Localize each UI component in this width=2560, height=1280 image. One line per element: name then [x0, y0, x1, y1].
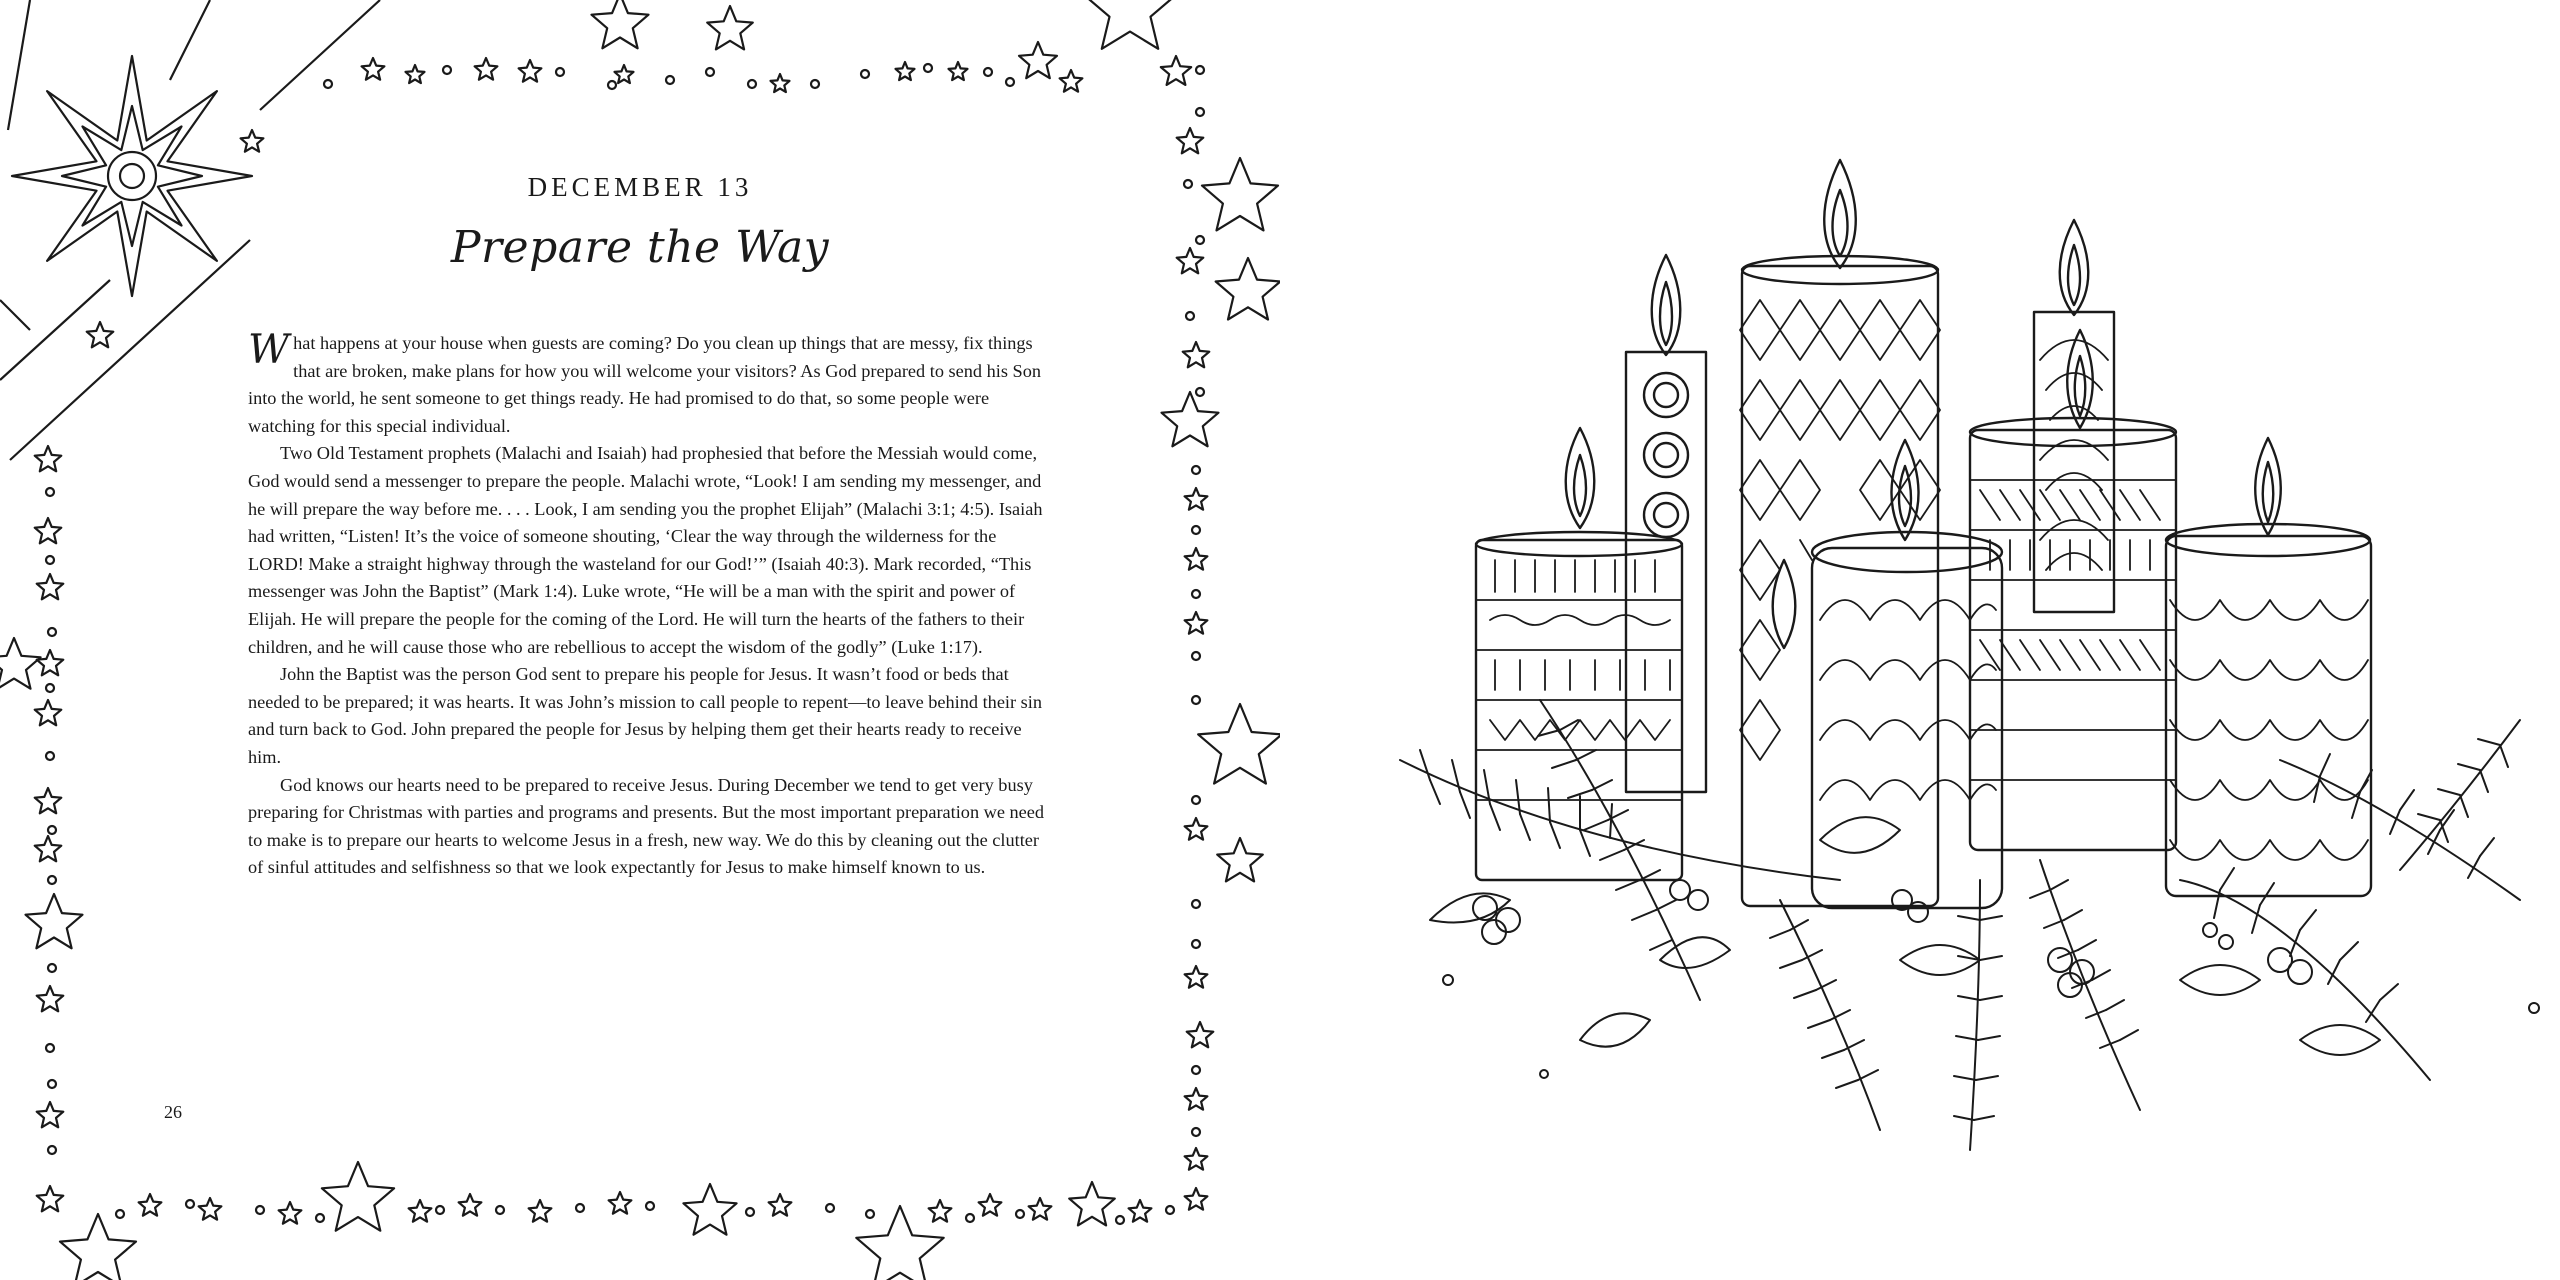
- dot-decoration: [46, 1044, 54, 1052]
- dot-decoration: [48, 826, 56, 834]
- flame-1: [1824, 160, 1856, 268]
- paragraph-1: [248, 327, 1048, 440]
- star-icon: [707, 6, 753, 49]
- star-icon: [1216, 258, 1280, 320]
- star-icon: [1060, 70, 1083, 92]
- dot-decoration: [1192, 652, 1200, 660]
- dot-decoration: [1192, 940, 1200, 948]
- dot-decoration: [924, 64, 932, 72]
- dot-decoration: [1196, 108, 1204, 116]
- star-icon: [1202, 158, 1278, 230]
- star-icon: [35, 788, 62, 813]
- berries: [1443, 880, 2539, 1078]
- dot-decoration: [1192, 1128, 1200, 1136]
- dot-decoration: [826, 1204, 834, 1212]
- star-icon: [37, 1186, 64, 1211]
- star-icon: [1185, 818, 1208, 840]
- dot-decoration: [1192, 796, 1200, 804]
- flame-3: [1566, 428, 1595, 528]
- dot-decoration: [706, 68, 714, 76]
- dot-decoration: [46, 488, 54, 496]
- flame-4: [2060, 220, 2089, 315]
- star-center-dot: [120, 164, 144, 188]
- dot-decoration: [324, 80, 332, 88]
- right-page: [1280, 0, 2560, 1280]
- star-icon: [1084, 0, 1175, 49]
- dot-decoration: [496, 1206, 504, 1214]
- star-icon: [1161, 56, 1191, 85]
- dot-decoration: [48, 876, 56, 884]
- flame-2: [1652, 255, 1681, 355]
- dot-decoration: [1192, 466, 1200, 474]
- star-icon: [322, 1162, 394, 1231]
- page-number: 26: [164, 1102, 182, 1122]
- dot-decoration: [48, 1080, 56, 1088]
- star-icon: [12, 56, 252, 296]
- paragraph-2: Two Old Testament prophets (Malachi and Isaiah) had prophesied that before the Messiah would come, God would send a messenger to prepare the people. Malachi wrote, “Look! I am sending my messenger, and he will prepare the way before me. . . . Look, I am sending you the prophet Elijah” (Malachi 3:1; 4:5). Isaiah had written, “Listen! It’s the voice of someone shouting, ‘Clear the way through the wilderness for the LORD! Make a straight highway through the wasteland for our God!’” (Isaiah 40:3). Mark recorded, “This messenger was John the Baptist” (Mark 1:4). Luke wrote, “He will be a man with the spirit and power of Elijah. He will prepare the people for the coming of the Lord. He will turn the hearts of the fathers to their children, and he will cause those who are rebellious to accept the wisdom of the godly” (Luke 1:17).: [248, 443, 1043, 657]
- star-icon: [771, 74, 790, 92]
- star-icon: [139, 1194, 162, 1216]
- star-icon: [1185, 1148, 1208, 1170]
- star-icon: [1185, 612, 1208, 634]
- star-icon: [35, 446, 62, 471]
- star-icon: [1019, 42, 1057, 78]
- dot-decoration: [1192, 900, 1200, 908]
- devotion-body: [248, 327, 1048, 882]
- dot-decoration: [746, 1208, 754, 1216]
- star-icon: [26, 894, 83, 948]
- star-icon: [279, 1202, 302, 1224]
- star-icon: [35, 836, 62, 861]
- star-ray: [0, 280, 110, 380]
- star-icon: [592, 0, 649, 48]
- dot-decoration: [48, 628, 56, 636]
- dot-decoration: [186, 1200, 194, 1208]
- star-icon: [37, 986, 64, 1011]
- paragraph-1-text: hat happens at your house when guests are coming? Do you clean up things that are messy, fix things that are broken, make plans for how you will welcome your visitors? As God prepared to send his Son into the world, he sent someone to get things ready. He had promised to do that, so some people were watching for this special individual.: [248, 333, 1041, 436]
- star-icon: [1185, 548, 1208, 570]
- star-icon: [1177, 128, 1204, 153]
- dot-decoration: [46, 684, 54, 692]
- star-ray: [170, 0, 210, 80]
- star-icon: [896, 62, 915, 80]
- star-icon: [1217, 838, 1263, 881]
- dot-decoration: [1184, 180, 1192, 188]
- dot-decoration: [666, 76, 674, 84]
- dot-decoration: [1186, 312, 1194, 320]
- star-icon: [769, 1194, 792, 1216]
- star-icon: [1187, 1022, 1214, 1047]
- star-icon: [1177, 248, 1204, 273]
- star-icon: [241, 130, 264, 152]
- star-icon: [519, 60, 542, 82]
- dot-decoration: [608, 81, 616, 89]
- devotion-title: Prepare the Way: [450, 222, 830, 273]
- flame-7: [1773, 560, 1796, 648]
- star-icon: [1069, 1182, 1115, 1225]
- dot-decoration: [646, 1202, 654, 1210]
- star-icon: [35, 518, 62, 543]
- star-icon: [615, 65, 634, 83]
- dot-decoration: [443, 66, 451, 74]
- dot-decoration: [316, 1214, 324, 1222]
- dot-decoration: [1192, 1066, 1200, 1074]
- dot-decoration: [1116, 1216, 1124, 1224]
- flame-6: [1891, 440, 1918, 540]
- candle-thin-right: [2034, 312, 2114, 612]
- candle-middle-round: [1812, 548, 2002, 908]
- dot-decoration: [1196, 236, 1204, 244]
- star-icon: [1198, 704, 1280, 784]
- star-icon: [406, 65, 425, 83]
- star-icon: [1183, 342, 1210, 367]
- star-icon: [949, 62, 968, 80]
- dot-decoration: [984, 68, 992, 76]
- dot-decoration: [1196, 388, 1204, 396]
- star-icon: [979, 1194, 1002, 1216]
- dot-decoration: [48, 964, 56, 972]
- devotion-date: DECEMBER 13: [527, 172, 753, 202]
- star-ray: [10, 240, 250, 460]
- star-icon: [199, 1198, 222, 1220]
- star-icon: [87, 322, 114, 347]
- star-icon: [60, 1214, 136, 1280]
- star-icon: [1185, 488, 1208, 510]
- dot-decoration: [48, 1146, 56, 1154]
- dot-decoration: [1016, 1210, 1024, 1218]
- paragraph-3: John the Baptist was the person God sent to prepare his people for Jesus. It wasn’t food or beds that needed to be prepared; it was hearts. It was John’s mission to call people to repent—to leave behind their sin and turn back to God. John prepared the people for Jesus by helping them get their hearts ready to receive him.: [248, 664, 1043, 767]
- star-icon: [0, 638, 41, 689]
- star-icon: [529, 1200, 552, 1222]
- holly-leaves: [1430, 817, 2380, 1055]
- star-icon: [62, 106, 202, 246]
- star-icon: [459, 1194, 482, 1216]
- dot-decoration: [861, 70, 869, 78]
- star-icon: [1185, 1188, 1208, 1210]
- star-icon: [929, 1200, 952, 1222]
- star-icon: [475, 58, 498, 80]
- dot-decoration: [1166, 1206, 1174, 1214]
- star-icon: [37, 574, 64, 599]
- star-icon: [409, 1200, 432, 1222]
- dot-decoration: [46, 556, 54, 564]
- dot-decoration: [1192, 526, 1200, 534]
- star-icon: [1185, 1088, 1208, 1110]
- star-ray: [0, 300, 30, 330]
- dot-decoration: [748, 80, 756, 88]
- star-icon: [1129, 1200, 1152, 1222]
- star-icon: [37, 1102, 64, 1127]
- star-icon: [1162, 392, 1219, 446]
- star-ray: [260, 0, 380, 110]
- dot-decoration: [46, 752, 54, 760]
- star-icon: [1185, 966, 1208, 988]
- dot-decoration: [116, 1210, 124, 1218]
- dot-decoration: [811, 80, 819, 88]
- dot-decoration: [576, 1204, 584, 1212]
- dot-decoration: [556, 68, 564, 76]
- candle-patterns: [1476, 300, 2368, 860]
- dot-decoration: [256, 1206, 264, 1214]
- candles-illustration: [1280, 0, 2560, 1280]
- star-icon: [362, 58, 385, 80]
- pine-greenery: [1400, 700, 2520, 1150]
- star-center-ring: [108, 152, 156, 200]
- dot-decoration: [966, 1214, 974, 1222]
- star-icon: [683, 1184, 736, 1235]
- star-ray: [8, 0, 30, 130]
- candle-tall-center: [1742, 266, 1938, 906]
- drop-cap: W: [248, 327, 290, 373]
- dot-decoration: [866, 1210, 874, 1218]
- dot-decoration: [1006, 78, 1014, 86]
- dot-decoration: [1192, 590, 1200, 598]
- star-icon: [35, 700, 62, 725]
- dot-decoration: [1192, 696, 1200, 704]
- flame-8: [2255, 438, 2281, 535]
- star-icon: [1029, 1198, 1052, 1220]
- paragraph-4: God knows our hearts need to be prepared to receive Jesus. During December we tend to get very busy preparing for Christmas with parties and programs and presents. But the most important preparation we need to make is to prepare our hearts to welcome Jesus in a fresh, new way. We do this by cleaning out the clutter of sinful attitudes and selfishness so that we look expectantly for Jesus to make himself known to us.: [248, 774, 1045, 878]
- star-icon: [37, 650, 64, 675]
- star-icon: [609, 1192, 632, 1214]
- dot-decoration: [436, 1206, 444, 1214]
- dot-decoration: [1196, 66, 1204, 74]
